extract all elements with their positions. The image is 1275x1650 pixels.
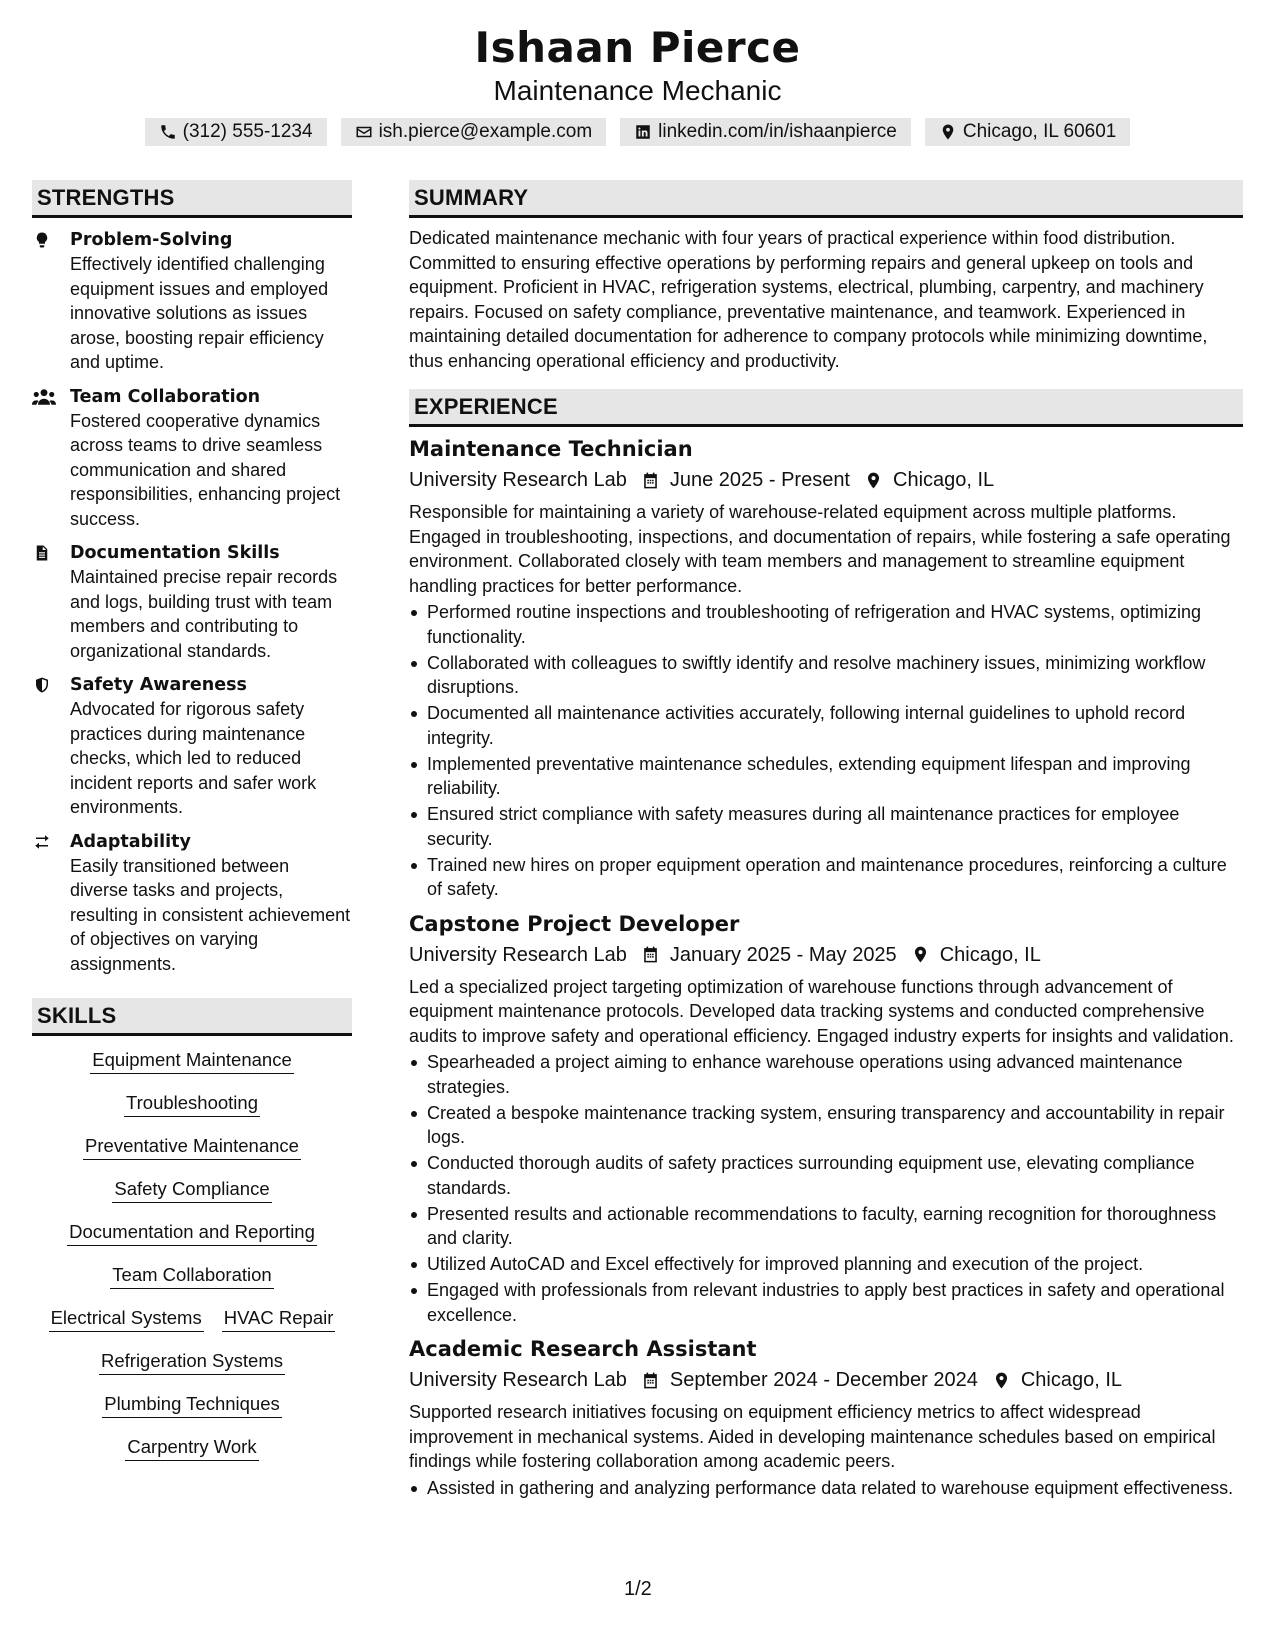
candidate-name: Ishaan Pierce [474, 23, 801, 72]
job-description: Led a specialized project targeting optimization of warehouse functions through advancement of equipment maintenance protocols. Developed data tracking systems and conducted comprehensive audits to improve safety and operational efficiency. Engaged industry experts for insights and validation. [409, 976, 1234, 1046]
left-column [32, 180, 352, 1478]
strength-item [32, 385, 352, 532]
job-dates: June 2025 - Present [669, 469, 850, 491]
job-meta [409, 1366, 1243, 1394]
strength-item [32, 673, 352, 820]
skill-tag: Team Collaboration [110, 1263, 273, 1289]
experience-heading: EXPERIENCE [409, 389, 1243, 427]
skill-tag: Electrical Systems [49, 1306, 204, 1332]
skill-tag: Plumbing Techniques [102, 1392, 282, 1418]
calendar-icon [641, 1371, 660, 1390]
skill-tag: HVAC Repair [222, 1306, 336, 1332]
phone-text: (312) 555-1234 [182, 121, 313, 142]
skill-tag: Documentation and Reporting [67, 1220, 317, 1246]
shield-icon [32, 676, 52, 694]
strength-description: Advocated for rigorous safety practices during maintenance checks, which led to reduced incident reports and safer work environments. [70, 699, 317, 817]
lightbulb-icon [32, 231, 52, 249]
map-pin-icon [864, 471, 883, 490]
experience-entry [409, 435, 1243, 902]
job-meta [409, 466, 1243, 494]
bullet-item: Ensured strict compliance with safety measures during all maintenance practices for employee security. [409, 802, 1243, 851]
strength-description: Effectively identified challenging equipment issues and employed innovative solutions as issues arose, boosting repair efficiency and uptime. [70, 254, 329, 372]
page-number: 1/2 [624, 1578, 652, 1600]
summary-heading: SUMMARY [409, 180, 1243, 218]
contact-location [925, 118, 1131, 146]
arrows-exchange-icon [32, 833, 52, 851]
bullet-item: Assisted in gathering and analyzing performance data related to warehouse equipment effectiveness. [409, 1476, 1243, 1501]
strength-item [32, 228, 352, 375]
strength-item [32, 541, 352, 663]
strength-description: Maintained precise repair records and logs, building trust with team members and contributing to organizational standards. [70, 567, 338, 661]
strength-title: Problem-Solving [70, 230, 233, 250]
skill-tag: Carpentry Work [125, 1435, 258, 1461]
skill-tag: Preventative Maintenance [83, 1134, 301, 1160]
contact-phone [145, 118, 327, 146]
document-icon [32, 544, 52, 562]
job-title: Maintenance Technician [409, 437, 693, 461]
contact-bar [0, 118, 1275, 146]
candidate-title: Maintenance Mechanic [493, 75, 782, 106]
bullet-item: Conducted thorough audits of safety practices surrounding equipment use, elevating compliance standards. [409, 1151, 1243, 1200]
bullet-item: Utilized AutoCAD and Excel effectively for improved planning and execution of the project. [409, 1252, 1243, 1277]
linkedin-icon [634, 123, 652, 141]
experience-entry [409, 1335, 1243, 1500]
job-location: Chicago, IL [939, 943, 1041, 966]
bullet-item: Collaborated with colleagues to swiftly identify and resolve machinery issues, minimizing workflow disruptions. [409, 651, 1243, 700]
skills-list [32, 1048, 352, 1478]
job-meta [409, 941, 1243, 969]
strength-title: Safety Awareness [70, 675, 247, 695]
bullet-item: Trained new hires on proper equipment operation and maintenance procedures, reinforcing a culture of safety. [409, 853, 1243, 902]
strength-title: Documentation Skills [70, 543, 280, 563]
job-dates: January 2025 - May 2025 [669, 943, 897, 966]
bullet-item: Created a bespoke maintenance tracking system, ensuring transparency and accountability in repair logs. [409, 1101, 1243, 1150]
strengths-heading: STRENGTHS [32, 180, 352, 218]
job-location: Chicago, IL [1020, 1369, 1123, 1391]
users-icon [32, 388, 56, 406]
envelope-icon [355, 123, 373, 141]
job-description: Supported research initiatives focusing on equipment efficiency metrics to affect widespread improvement in mechanical systems. Aided in developing maintenance schedules based on empirical findings while fostering collaboration among academic peers. [409, 1402, 1216, 1471]
job-location: Chicago, IL [893, 469, 995, 491]
bullet-item: Engaged with professionals from relevant industries to apply best practices in safety and operational excellence. [409, 1278, 1243, 1327]
strength-title: Team Collaboration [70, 386, 261, 407]
job-bullets [409, 600, 1243, 902]
strength-description: Easily transitioned between diverse tasks and projects, resulting in consistent achievement of objectives on varying assignments. [70, 855, 351, 974]
map-pin-icon [911, 945, 930, 964]
contact-email[interactable] [341, 118, 607, 146]
location-text: Chicago, IL 60601 [962, 121, 1117, 142]
job-dates: September 2024 - December 2024 [669, 1369, 978, 1391]
calendar-icon [641, 945, 660, 964]
bullet-item: Performed routine inspections and troubleshooting of refrigeration and HVAC systems, optimizing functionality. [409, 600, 1243, 649]
job-description: Responsible for maintaining a variety of warehouse-related equipment across multiple platforms. Engaged in troubleshooting, inspections, and documentation of repairs, while fostering a safe operating environment. Collaborated closely with team members and management to streamline equipment handling practices for better performance. [409, 502, 1231, 596]
job-company: University Research Lab [409, 943, 627, 966]
skill-tag: Troubleshooting [124, 1091, 260, 1117]
email-text: ish.pierce@example.com [378, 121, 593, 142]
right-column [409, 180, 1243, 1502]
skill-tag: Equipment Maintenance [90, 1048, 294, 1074]
strength-description: Fostered cooperative dynamics across teams to drive seamless communication and shared responsibilities, enhancing project success. [70, 410, 341, 529]
map-pin-icon [992, 1371, 1011, 1390]
linkedin-text: linkedin.com/in/ishaanpierce [658, 121, 897, 142]
experience-entry [409, 910, 1243, 1328]
strength-item [32, 830, 352, 977]
skill-tag: Refrigeration Systems [99, 1349, 285, 1375]
summary-text: Dedicated maintenance mechanic with four years of practical experience within food distribution. Committed to ensuring effective operations by performing repairs and general upkeep on tools and equipment. Proficient in HVAC, refrigeration systems, electrical, plumbing, carpentry, and machinery repairs. Focused on safety compliance, preventative maintenance, and teamwork. Experienced in maintaining detailed documentation for adherence to company protocols while minimizing downtime, thus enhancing operational efficiency and productivity. [409, 228, 1208, 371]
job-company: University Research Lab [409, 1369, 627, 1391]
job-bullets [409, 1050, 1243, 1327]
job-title: Academic Research Assistant [409, 1337, 757, 1361]
bullet-item: Presented results and actionable recommendations to faculty, earning recognition for thoroughness and clarity. [409, 1202, 1243, 1251]
bullet-item: Implemented preventative maintenance schedules, extending equipment lifespan and improving reliability. [409, 752, 1243, 801]
job-title: Capstone Project Developer [409, 911, 740, 936]
bullet-item: Spearheaded a project aiming to enhance warehouse operations using advanced maintenance strategies. [409, 1050, 1243, 1099]
calendar-icon [641, 471, 660, 490]
resume-header [0, 22, 1275, 146]
bullet-item: Documented all maintenance activities accurately, following internal guidelines to uphold record integrity. [409, 701, 1243, 750]
map-pin-icon [939, 123, 957, 141]
skill-tag: Safety Compliance [112, 1177, 271, 1203]
contact-linkedin[interactable] [620, 118, 911, 146]
skills-heading: SKILLS [32, 998, 352, 1036]
phone-icon [159, 123, 177, 141]
job-bullets [409, 1476, 1243, 1501]
job-company: University Research Lab [409, 469, 627, 491]
strength-title: Adaptability [70, 831, 191, 852]
